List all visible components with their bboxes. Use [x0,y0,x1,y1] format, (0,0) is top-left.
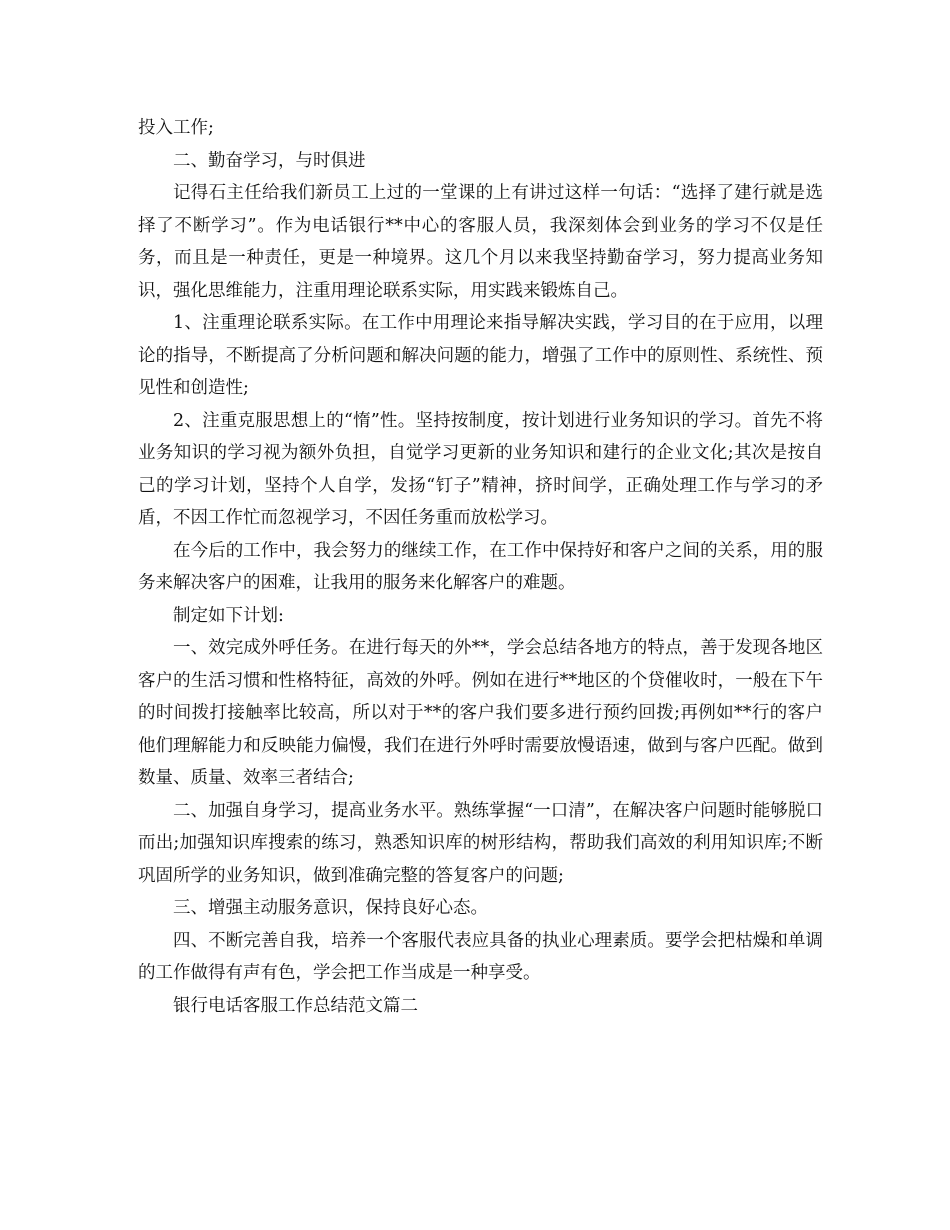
paragraph-3: 记得石主任给我们新员工上过的一堂课的上有讲过这样一句话：“选择了建行就是选择了不断学习”。作为电话银行**中心的客服人员，我深刻体会到业务的学习不仅是任务，而且是一种责任，更是一种境界。这几个月以来我坚持勤奋学习，努力提高业务知识，强化思维能力，注重用理论联系实际，用实践来锻炼自己。 [138,183,823,301]
paragraph-6: 在今后的工作中，我会努力的继续工作，在工作中保持好和客户之间的关系，用的服务来解决客户的困难，让我用的服务来化解客户的难题。 [138,540,823,593]
paragraph-5: 2、注重克服思想上的“惰”性。坚持按制度，按计划进行业务知识的学习。首先不将业务知识的学习视为额外负担，自觉学习更新的业务知识和建行的企业文化;其次是按自己的学习计划，坚持个人自学，发扬“钉子”精神，挤时间学，正确处理工作与学习的矛盾，不因工作忙而忽视学习，不因任务重而放松学习。 [138,410,823,528]
plan-item-1: 一、效完成外呼任务。在进行每天的外**，学会总结各地方的特点，善于发现各地区客户的生活习惯和性格特征，高效的外呼。例如在进行**地区的个贷催收时，一般在下午的时间拨打接触率比较高，所以对于**的客户我们要多进行预约回拨;再例如**行的客户他们理解能力和反映能力偏慢，我们在进行外呼时需要放慢语速，做到与客户匹配。做到数量、质量、效率三者结合; [138,638,823,788]
plan-item-3: 三、增强主动服务意识，保持良好心态。 [173,898,488,918]
paragraph-4: 1、注重理论联系实际。在工作中用理论来指导解决实践，学习目的在于应用，以理论的指导，不断提高了分析问题和解决问题的能力，增强了工作中的原则性、系统性、预见性和创造性; [138,313,823,398]
plan-heading: 制定如下计划: [173,605,284,626]
document-body [138,112,823,1022]
plan-item-4: 四、不断完善自我，培养一个客服代表应具备的执业心理素质。要学会把枯燥和单调的工作做得有声有色，学会把工作当成是一种享受。 [138,930,823,983]
section-heading-study: 二、勤奋学习，与时俱进 [173,150,366,171]
plan-item-2: 二、加强自身学习，提高业务水平。熟练掌握“一口清”，在解决客户问题时能够脱口而出;加强知识库搜索的练习，熟悉知识库的树形结构，帮助我们高效的利用知识库;不断巩固所学的业务知识，做到准确完整的答复客户的问题; [138,800,823,886]
paragraph-1: 投入工作; [138,118,214,138]
article-title-part-two: 银行电话客服工作总结范文篇二 [173,995,418,1016]
